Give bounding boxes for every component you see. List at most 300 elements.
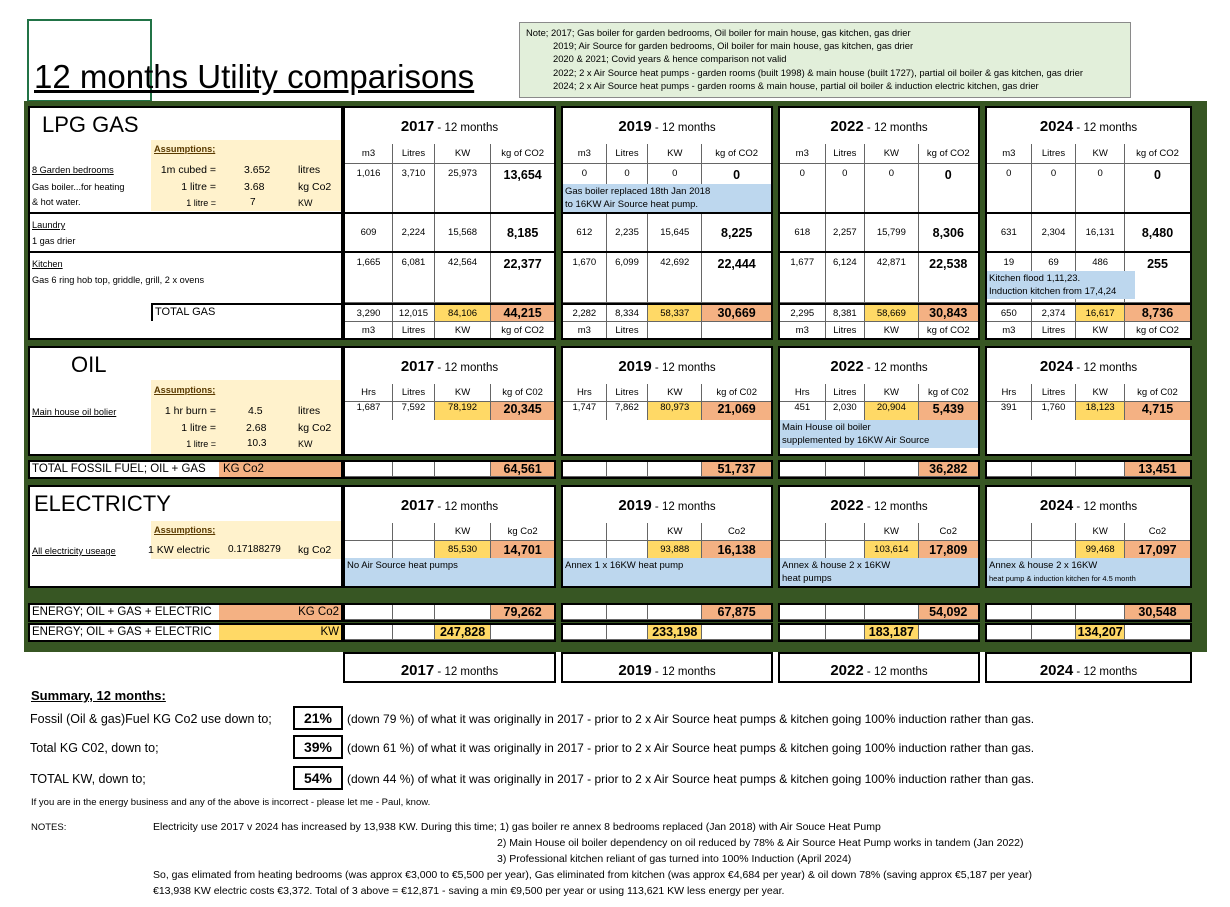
grid-row <box>780 384 978 402</box>
grid-cell: 25,973 <box>435 164 491 214</box>
grid-cell: m3 <box>563 322 607 340</box>
grid-cell: m3 <box>345 144 393 164</box>
grid-cell: 247,828 <box>435 625 491 640</box>
grid-cell <box>345 523 393 541</box>
notes-line: 2) Main House oil boiler dependency on oil reduced by 78% & Air Source Heat Pump works in tandem (Jan 2022) <box>497 837 1024 849</box>
grid-cell: kg of C02 <box>1125 384 1190 402</box>
grid-cell: 0 <box>702 164 771 214</box>
year-header <box>987 654 1190 683</box>
grid-cell <box>393 541 435 559</box>
grid-row <box>563 523 771 541</box>
year-header <box>345 108 554 144</box>
year-header <box>563 487 771 523</box>
grid-cell: 20,904 <box>865 402 918 420</box>
grid-row <box>987 541 1190 559</box>
grid-cell <box>607 462 649 477</box>
year-suffix: - 12 months <box>1073 501 1138 513</box>
grid-row <box>987 144 1190 164</box>
grid-cell <box>826 605 866 620</box>
grid-cell: KW <box>648 144 702 164</box>
page-title: 12 months Utility comparisons <box>34 58 475 95</box>
grid-cell: 14,701 <box>491 541 554 559</box>
grid-cell: kg of CO2 <box>919 322 978 340</box>
year-label: 2022 <box>830 497 864 514</box>
summary-label: Total KG C02, down to; <box>30 741 159 755</box>
note-line: Note; 2017; Gas boiler for garden bedrooms, Oil boiler for main house, gas kitchen, gas drier <box>526 27 911 38</box>
assumption-unit: kg Co2 <box>298 544 332 556</box>
row-desc: Gas boiler...for heating <box>32 182 125 192</box>
fossil-unit: KG Co2 <box>219 462 343 477</box>
year-header <box>780 348 978 384</box>
grid-cell: Co2 <box>1125 523 1190 541</box>
grid-cell: 42,692 <box>648 253 702 303</box>
grid-cell <box>780 462 826 477</box>
assumption-label: 1 litre = <box>181 422 216 434</box>
grid-cell: 134,207 <box>1076 625 1125 640</box>
year-header <box>563 108 771 144</box>
grid-cell <box>563 523 607 541</box>
grid-cell: 18,123 <box>1076 402 1125 420</box>
year-header <box>987 108 1190 144</box>
grid-cell: kg of CO2 <box>1125 144 1190 164</box>
grid-cell: Litres <box>393 322 435 340</box>
grid-cell: 21,069 <box>702 402 771 420</box>
notes-line: Electricity use 2017 v 2024 has increased by 13,938 KW. During this time; 1) gas boiler re annex 8 bedrooms replaced (Jan 2018) with Air Souce Heat Pump <box>153 821 881 833</box>
year-label: 2024 <box>1039 358 1074 375</box>
annotation-note <box>987 271 1135 299</box>
grid-row <box>987 164 1190 214</box>
grid-row <box>563 305 771 322</box>
year-label: 2022 <box>830 118 864 135</box>
assumption-value: 7 <box>250 197 256 208</box>
grid-cell <box>987 605 1032 620</box>
grid-cell: 451 <box>780 402 826 420</box>
grid-row <box>563 625 771 640</box>
grid-cell <box>563 541 607 559</box>
grid-cell: Litres <box>607 144 649 164</box>
year-label: 2024 <box>1039 118 1074 135</box>
elec-card-2019 <box>561 485 773 588</box>
energy-co2-left <box>28 603 343 622</box>
row-desc: 1 gas drier <box>32 236 76 246</box>
grid-cell: 85,530 <box>435 541 491 559</box>
grid-cell: 17,809 <box>919 541 978 559</box>
grid-cell <box>865 605 918 620</box>
row-name: Kitchen <box>32 259 63 269</box>
grid-cell <box>607 541 649 559</box>
fossil-row-2017 <box>343 460 556 479</box>
grid-cell <box>491 625 554 640</box>
assumption-value: 2.68 <box>246 422 267 434</box>
grid-cell <box>826 625 866 640</box>
grid-cell <box>1032 462 1077 477</box>
energy-kw-row-2019 <box>561 623 773 642</box>
gas-card-2017 <box>343 106 556 340</box>
fossil-label: TOTAL FOSSIL FUEL; OIL + GAS <box>32 463 206 475</box>
note-line: heat pump & induction kitchen for 4.5 month <box>989 574 1136 583</box>
grid-cell: 1,760 <box>1032 402 1077 420</box>
gas-left-panel <box>28 106 343 340</box>
grid-row <box>780 322 978 340</box>
grid-cell: kg of CO2 <box>702 144 771 164</box>
grid-cell <box>1032 605 1077 620</box>
grid-cell <box>987 523 1032 541</box>
grid-cell: Co2 <box>702 523 771 541</box>
grid-cell: kg of CO2 <box>491 322 554 340</box>
grid-cell: 22,377 <box>491 253 554 303</box>
grid-cell: 2,304 <box>1032 214 1077 252</box>
grid-cell: m3 <box>780 322 826 340</box>
grid-row <box>780 164 978 214</box>
grid-cell: 42,871 <box>865 253 918 303</box>
year-suffix: - 12 months <box>1073 362 1138 374</box>
assumption-unit: kg Co2 <box>298 181 332 193</box>
grid-cell: KW <box>1076 384 1125 402</box>
grid-cell: 58,669 <box>865 305 918 322</box>
oil-card-2022 <box>778 346 980 456</box>
grid-cell <box>780 523 826 541</box>
year-label: 2022 <box>830 662 864 679</box>
grid-row <box>345 144 554 164</box>
grid-cell <box>435 605 491 620</box>
row-name: Laundry <box>32 220 66 230</box>
grid-cell: 5,439 <box>919 402 978 420</box>
assumption-label: 1 litre = <box>186 439 216 449</box>
grid-cell: 391 <box>987 402 1032 420</box>
grid-row <box>780 625 978 640</box>
year-label: 2022 <box>830 358 864 375</box>
note-line: heat pumps <box>782 573 832 584</box>
grid-cell: 0 <box>1125 164 1190 214</box>
assumption-unit: litres <box>298 164 321 176</box>
grid-row <box>345 384 554 402</box>
energy-co2-row-2022 <box>778 603 980 622</box>
grid-row <box>345 462 554 477</box>
grid-cell: KW <box>435 144 491 164</box>
grid-cell: 1,677 <box>780 253 826 303</box>
annotation-note <box>563 558 771 588</box>
assumption-unit: KW <box>298 198 313 208</box>
grid-cell: 2,282 <box>563 305 607 322</box>
year-label: 2017 <box>400 497 435 514</box>
grid-cell <box>607 605 649 620</box>
row-name: 8 Garden bedrooms <box>32 165 114 175</box>
note-line: Annex 1 x 16KW heat pump <box>565 560 684 571</box>
gas-card-2022 <box>778 106 980 340</box>
year-label: 2017 <box>400 662 435 679</box>
footer-year-header <box>343 652 556 683</box>
energy-co2-row-2024 <box>985 603 1192 622</box>
grid-row <box>345 402 554 454</box>
grid-cell <box>1032 523 1077 541</box>
grid-cell: m3 <box>780 144 826 164</box>
grid-cell: kg of C02 <box>919 384 978 402</box>
grid-cell: Litres <box>607 384 649 402</box>
grid-cell: 58,337 <box>648 305 702 322</box>
grid-cell: KW <box>435 322 491 340</box>
year-suffix: - 12 months <box>651 501 716 513</box>
oil-card-2024 <box>985 346 1192 456</box>
assumption-label: 1m cubed = <box>160 164 216 176</box>
grid-cell: KW <box>865 144 918 164</box>
year-header <box>345 654 554 683</box>
year-header <box>563 654 771 683</box>
grid-cell: 78,192 <box>435 402 491 420</box>
assumption-unit: kg Co2 <box>298 422 332 434</box>
year-label: 2024 <box>1039 662 1074 679</box>
grid-cell <box>393 462 435 477</box>
grid-cell: KW <box>865 523 918 541</box>
energy-co2-row-2019 <box>561 603 773 622</box>
annotation-note <box>780 420 978 448</box>
grid-cell: 1,670 <box>563 253 607 303</box>
grid-cell: 8,381 <box>826 305 866 322</box>
year-header <box>987 348 1190 384</box>
grid-row <box>563 214 771 252</box>
grid-cell: Litres <box>1032 384 1077 402</box>
grid-row <box>987 605 1190 620</box>
grid-cell: kg of CO2 <box>491 144 554 164</box>
energy-kw-row-2022 <box>778 623 980 642</box>
grid-cell: 22,444 <box>702 253 771 303</box>
grid-cell: 2,295 <box>780 305 826 322</box>
grid-cell: 0 <box>865 164 918 214</box>
grid-row <box>563 462 771 477</box>
year-label: 2017 <box>400 118 435 135</box>
note-line: Annex & house 2 x 16KW <box>782 560 891 571</box>
grid-cell: Litres <box>1032 144 1077 164</box>
grid-cell: 2,030 <box>826 402 866 420</box>
note-line: Annex & house 2 x 16KW <box>989 560 1098 571</box>
grid-cell: 7,592 <box>393 402 435 420</box>
grid-cell: 8,736 <box>1125 305 1190 322</box>
grid-cell: 1,687 <box>345 402 393 420</box>
footer-year-header <box>985 652 1192 683</box>
grid-cell: 0 <box>563 164 607 214</box>
grid-cell <box>607 625 649 640</box>
grid-cell: Litres <box>826 144 866 164</box>
grid-cell: Litres <box>607 322 649 340</box>
footer-year-header <box>778 652 980 683</box>
summary-percent: 54% <box>293 766 343 790</box>
grid-cell: 84,106 <box>435 305 491 322</box>
grid-row <box>563 384 771 402</box>
grid-cell <box>648 605 702 620</box>
row-name: All electricity useage <box>32 546 116 556</box>
year-suffix: - 12 months <box>863 122 928 134</box>
note-line: No Air Source heat pumps <box>347 560 458 571</box>
grid-cell: 609 <box>345 214 393 252</box>
grid-cell: 2,257 <box>826 214 866 252</box>
grid-cell: 3,710 <box>393 164 435 214</box>
grid-row <box>563 541 771 559</box>
note-line: 2020 & 2021; Covid years & hence comparison not valid <box>553 53 787 65</box>
grid-cell: KW <box>435 384 491 402</box>
grid-cell <box>702 322 771 340</box>
grid-row <box>780 605 978 620</box>
year-header <box>345 487 554 523</box>
grid-row <box>345 322 554 340</box>
grid-cell <box>1125 625 1190 640</box>
grid-cell: 54,092 <box>919 605 978 620</box>
grid-cell: 618 <box>780 214 826 252</box>
grid-cell: kg of CO2 <box>1125 322 1190 340</box>
grid-cell: 1,665 <box>345 253 393 303</box>
grid-row <box>345 305 554 322</box>
grid-cell: 6,124 <box>826 253 866 303</box>
grid-cell <box>393 605 435 620</box>
grid-cell: Hrs <box>987 384 1032 402</box>
grid-cell: Co2 <box>919 523 978 541</box>
energy-label: ENERGY; OIL + GAS + ELECTRIC <box>32 626 212 638</box>
summary-text: (down 61 %) of what it was originally in 2017 - prior to 2 x Air Source heat pumps & kitchen going 100% induction rather than gas. <box>347 741 1035 755</box>
grid-cell: KW <box>648 384 702 402</box>
grid-cell: 631 <box>987 214 1032 252</box>
oil-assumptions-label: Assumptions; <box>154 385 216 395</box>
grid-cell <box>987 462 1032 477</box>
energy-kw-row-2017 <box>343 623 556 642</box>
year-suffix: - 12 months <box>651 122 716 134</box>
grid-cell: 612 <box>563 214 607 252</box>
grid-cell <box>987 625 1032 640</box>
grid-cell <box>607 523 649 541</box>
grid-cell <box>393 523 435 541</box>
grid-cell: 0 <box>607 164 649 214</box>
assumption-label: 1 litre = <box>186 198 216 208</box>
note-line: Main House oil boiler <box>782 422 871 433</box>
grid-cell: 2,235 <box>607 214 649 252</box>
grid-row <box>563 144 771 164</box>
year-label: 2019 <box>618 118 652 135</box>
oil-card-2017 <box>343 346 556 456</box>
grid-cell: 42,564 <box>435 253 491 303</box>
note-line: Kitchen flood 1,11,23. <box>989 273 1081 284</box>
grid-row <box>563 402 771 454</box>
grid-cell <box>435 462 491 477</box>
grid-cell: 650 <box>987 305 1032 322</box>
grid-cell <box>1076 605 1125 620</box>
year-header <box>563 348 771 384</box>
grid-cell <box>345 605 393 620</box>
summary-label: Fossil (Oil & gas)Fuel KG Co2 use down to; <box>30 712 272 726</box>
grid-cell <box>393 625 435 640</box>
grid-cell <box>702 625 771 640</box>
year-header <box>780 654 978 683</box>
grid-cell: Litres <box>393 144 435 164</box>
grid-cell: 8,225 <box>702 214 771 252</box>
grid-row <box>345 605 554 620</box>
elec-card-2017 <box>343 485 556 588</box>
grid-cell: m3 <box>563 144 607 164</box>
energy-kw-left <box>28 623 343 642</box>
row-name: Main house oil bolier <box>32 407 117 417</box>
oil-section-title: OIL <box>71 352 107 377</box>
year-suffix: - 12 months <box>434 362 499 374</box>
summary-percent: 39% <box>293 735 343 759</box>
grid-cell: 36,282 <box>919 462 978 477</box>
grid-cell: 0 <box>1032 164 1077 214</box>
grid-cell: 0 <box>987 164 1032 214</box>
grid-cell: 16,617 <box>1076 305 1125 322</box>
grid-row <box>780 144 978 164</box>
grid-cell: 4,715 <box>1125 402 1190 420</box>
grid-cell: Hrs <box>563 384 607 402</box>
grid-cell: 6,081 <box>393 253 435 303</box>
grid-row <box>345 214 554 252</box>
assumption-value: 3.68 <box>244 181 265 193</box>
grid-row <box>987 305 1190 322</box>
grid-row <box>780 305 978 322</box>
grid-row <box>987 384 1190 402</box>
assumption-unit: litres <box>298 405 321 417</box>
elec-card-2022 <box>778 485 980 588</box>
grid-cell: 8,334 <box>607 305 649 322</box>
note-line: 2022; 2 x Air Source heat pumps - garden rooms (built 1998) & main house (built 1727), partial oil boiler & gas kitchen, gas drier <box>553 66 1083 78</box>
grid-cell: 486 <box>1076 253 1125 303</box>
grid-cell: 8,185 <box>491 214 554 252</box>
grid-cell: 15,568 <box>435 214 491 252</box>
grid-row <box>987 322 1190 340</box>
grid-cell: 20,345 <box>491 402 554 420</box>
grid-cell: 2,224 <box>393 214 435 252</box>
grid-row <box>345 253 554 303</box>
summary-text: (down 44 %) of what it was originally in 2017 - prior to 2 x Air Source heat pumps & kitchen going 100% induction rather than gas. <box>347 772 1035 786</box>
grid-cell <box>345 625 393 640</box>
energy-kw-row-2024 <box>985 623 1192 642</box>
grid-cell: Litres <box>1032 322 1077 340</box>
note-line: supplemented by 16KW Air Source <box>782 435 930 446</box>
grid-cell: 16,131 <box>1076 214 1125 252</box>
grid-row <box>987 462 1190 477</box>
note-line: 2024; 2 x Air Source heat pumps - garden rooms & main house, partial oil boiler & induction electric kitchen, gas drier <box>553 79 1039 91</box>
grid-cell <box>780 625 826 640</box>
grid-row <box>563 605 771 620</box>
grid-row <box>345 164 554 214</box>
summary-label: TOTAL KW, down to; <box>30 772 146 786</box>
grid-cell <box>1032 625 1077 640</box>
elec-card-2024 <box>985 485 1192 588</box>
grid-cell: 1,747 <box>563 402 607 420</box>
grid-cell: 44,215 <box>491 305 554 322</box>
year-suffix: - 12 months <box>434 122 499 134</box>
grid-cell: KW <box>865 322 918 340</box>
grid-row <box>987 523 1190 541</box>
oil-card-2019 <box>561 346 773 456</box>
disclaimer: If you are in the energy business and any of the above is incorrect - please let me - Paul, know. <box>31 797 431 808</box>
grid-cell: 15,799 <box>865 214 918 252</box>
grid-cell: 16,138 <box>702 541 771 559</box>
year-label: 2024 <box>1039 497 1074 514</box>
grid-cell <box>563 625 607 640</box>
grid-cell: 0 <box>1076 164 1125 214</box>
grid-cell <box>826 541 866 559</box>
grid-cell: kg of CO2 <box>919 144 978 164</box>
total-gas-label: TOTAL GAS <box>151 303 343 321</box>
grid-cell: 22,538 <box>919 253 978 303</box>
year-label: 2019 <box>618 497 652 514</box>
grid-cell <box>1032 541 1077 559</box>
grid-cell: 67,875 <box>702 605 771 620</box>
notes-line: 3) Professional kitchen reliant of gas turned into 100% Induction (April 2024) <box>497 853 852 865</box>
grid-cell <box>345 541 393 559</box>
notes-box <box>519 22 1131 98</box>
year-label: 2017 <box>400 358 435 375</box>
grid-row <box>780 214 978 252</box>
annotation-note <box>987 558 1190 588</box>
grid-cell: KW <box>1076 523 1125 541</box>
grid-cell: KW <box>435 523 491 541</box>
gas-card-2024 <box>985 106 1192 340</box>
